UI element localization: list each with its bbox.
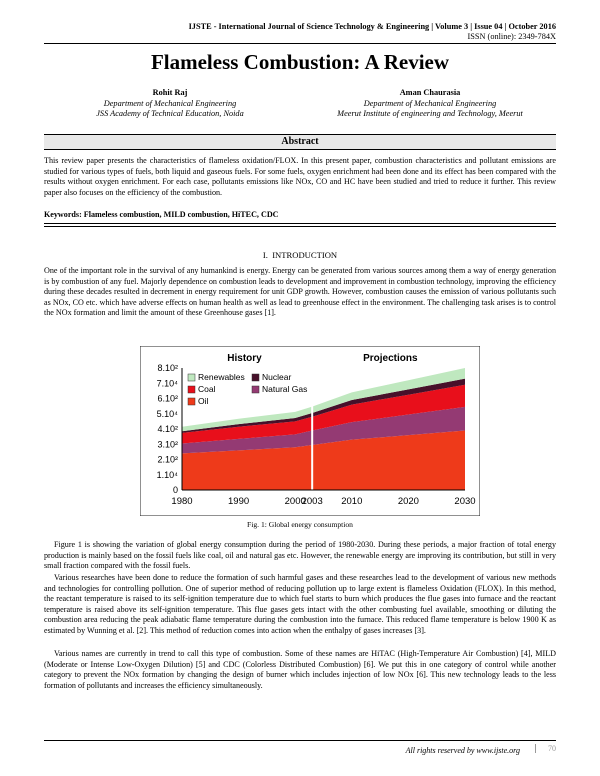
plot-areas — [182, 368, 465, 490]
legend-label: Oil — [198, 396, 209, 406]
header-rule — [44, 43, 556, 44]
legend-label: Coal — [198, 384, 216, 394]
x-tick-label: 1980 — [171, 496, 193, 507]
legend-swatch — [252, 374, 259, 381]
author-department: Department of Mechanical Engineering — [103, 98, 237, 108]
author-department: Department of Mechanical Engineering — [363, 98, 497, 108]
y-tick-labels — [157, 363, 179, 495]
y-tick-label: 8.10² — [157, 363, 178, 373]
legend-swatch — [188, 374, 195, 381]
abstract-rule — [44, 223, 556, 224]
y-tick-label: 1.10⁴ — [156, 469, 178, 480]
region-label-history: History — [227, 353, 262, 364]
y-tick-label: 3.10² — [157, 439, 178, 450]
region-label-projections: Projections — [363, 353, 418, 364]
abstract-heading: Abstract — [44, 134, 556, 150]
keywords-label: Keywords: — [44, 210, 82, 219]
y-tick-label: 2.10² — [157, 454, 178, 465]
author-institution: Meerut Institute of engineering and Technology, Meerut — [337, 109, 523, 118]
body-paragraph-1: Figure 1 is showing the variation of global energy consumption during the period of 1980-2030. During these periods, a major fraction of total energy production is mainly based on the fossil fuels like coal, oil and natural gas etc. However, the renewable energy are improving its contribution, but still in very small fraction compared with the fossil fuels. — [44, 540, 556, 570]
intro-paragraph: One of the important role in the survival of any humankind is energy. Energy can be generated from various sources among them a way of energy generation is by combustion of any fuel. Majorly dependence on combustion leads to development and improvement in combustion technology, improving the efficiency during these decades resulted in decrement in energy requirement for unit GDP growth. However, combustion causes the emission of various pollutants such as NOx, CO etc. which have adverse effects on human health as well as lead to greenhouse effect in the environment. The challenging task arises is to control the NOx formation and limit the amount of these Greenhouse gases [1]. — [44, 266, 556, 317]
x-tick-label: 1990 — [228, 496, 250, 507]
footer-text: All rights reserved by www.ijste.org — [405, 746, 520, 755]
section-number: I. — [262, 250, 268, 260]
body-paragraph-3: Various names are currently in trend to call this type of combustion. Some of these names are HiTAC (High-Temperature Air Combustion) [4], MILD (Moderate or Intense Low-Oxygen Dilution) [5] and CDC (Colorless Distributed Combustion) [6]. We put this in one category of control while another category to prevent the NOx formation by changing the design of burner which includes injection of low NOx [6]. This new technology leads to the less formation of pollutants and increases the efficiency simultaneously. — [44, 649, 556, 690]
author-block-2 — [300, 88, 560, 120]
author-name: Rohit Raj — [152, 88, 188, 97]
page-number: 70 — [535, 744, 556, 753]
y-tick-label: 0 — [172, 485, 178, 495]
legend-label: Nuclear — [262, 372, 292, 382]
keywords — [44, 210, 556, 219]
x-tick-label: 2000 — [284, 496, 306, 507]
legend-swatch — [188, 386, 195, 393]
keywords-list: Flameless combustion, MILD combustion, HiTEC, CDC — [83, 210, 279, 219]
section-title: INTRODUCTION — [272, 250, 338, 260]
y-tick-label: 4.10² — [157, 424, 178, 434]
footer-rule — [44, 740, 556, 741]
author-institution: JSS Academy of Technical Education, Noida — [96, 109, 244, 118]
abstract-text: This review paper presents the characteristics of flameless oxidation/FLOX. In this present paper, combustion characteristics and pollutant emissions are studied for various types of fuels, both liquid and gaseous fuels. For some fuels, oxygen enrichment had been done and its effect has been compared with the results without oxygen enrichment. For each case, pollutants emissions like NOx, CO and HC have been studied and tried to reduce it further. This review paper also focuses on the efficiency of the combustion. — [44, 156, 556, 197]
legend-label: Renewables — [198, 372, 245, 382]
y-tick-label: 6.10² — [157, 393, 178, 404]
legend-swatch — [252, 386, 259, 393]
paper-title: Flameless Combustion: A Review — [150, 50, 450, 74]
x-tick-label: 2003 — [301, 496, 323, 507]
y-tick-label: 7.10⁴ — [156, 378, 178, 389]
legend-swatch — [188, 398, 195, 405]
x-tick-label: 2010 — [341, 496, 363, 507]
author-name: Aman Chaurasia — [399, 88, 461, 97]
y-tick-label: 5.10⁴ — [156, 408, 178, 419]
journal-header: IJSTE - International Journal of Science Technology & Engineering | Volume 3 | Issue 04 | October 2016 — [188, 22, 556, 31]
legend-label: Natural Gas — [262, 384, 308, 394]
x-tick-label: 2020 — [397, 496, 419, 507]
abstract-rule-2 — [44, 226, 556, 227]
figure-caption: Fig. 1: Global energy consumption — [247, 520, 353, 529]
author-block-1 — [60, 88, 280, 120]
x-tick-label: 2030 — [454, 496, 476, 507]
section-heading — [0, 250, 600, 260]
body-paragraph-2: Various researches have been done to reduce the formation of such harmful gases and these researches lead to the development of various new methods and technologies for controlling pollution. One of superior method of reducing pollution up to large extent is flameless Oxidation (FLOX). In this method, the reactant temperature is raised to its self-ignition temperature due to which fuel starts to burn which produces the flue gases into furnace and the reactant temperature is raised above its self-ignition temperature. This flue gases gets intact with the other combusting fuel available, smoothing or diluting the combustion area reducing the peak adiabatic flame temperature during the combustion into the furnace. This reduced flame temperature is below 1900 K as estimated by Wunning et al. [2]. This method of reduction comes into action when the enthalpy of gases increases [3]. — [44, 573, 556, 635]
energy-consumption-chart — [140, 346, 480, 516]
issn-header: ISSN (online): 2349-784X — [467, 32, 556, 41]
